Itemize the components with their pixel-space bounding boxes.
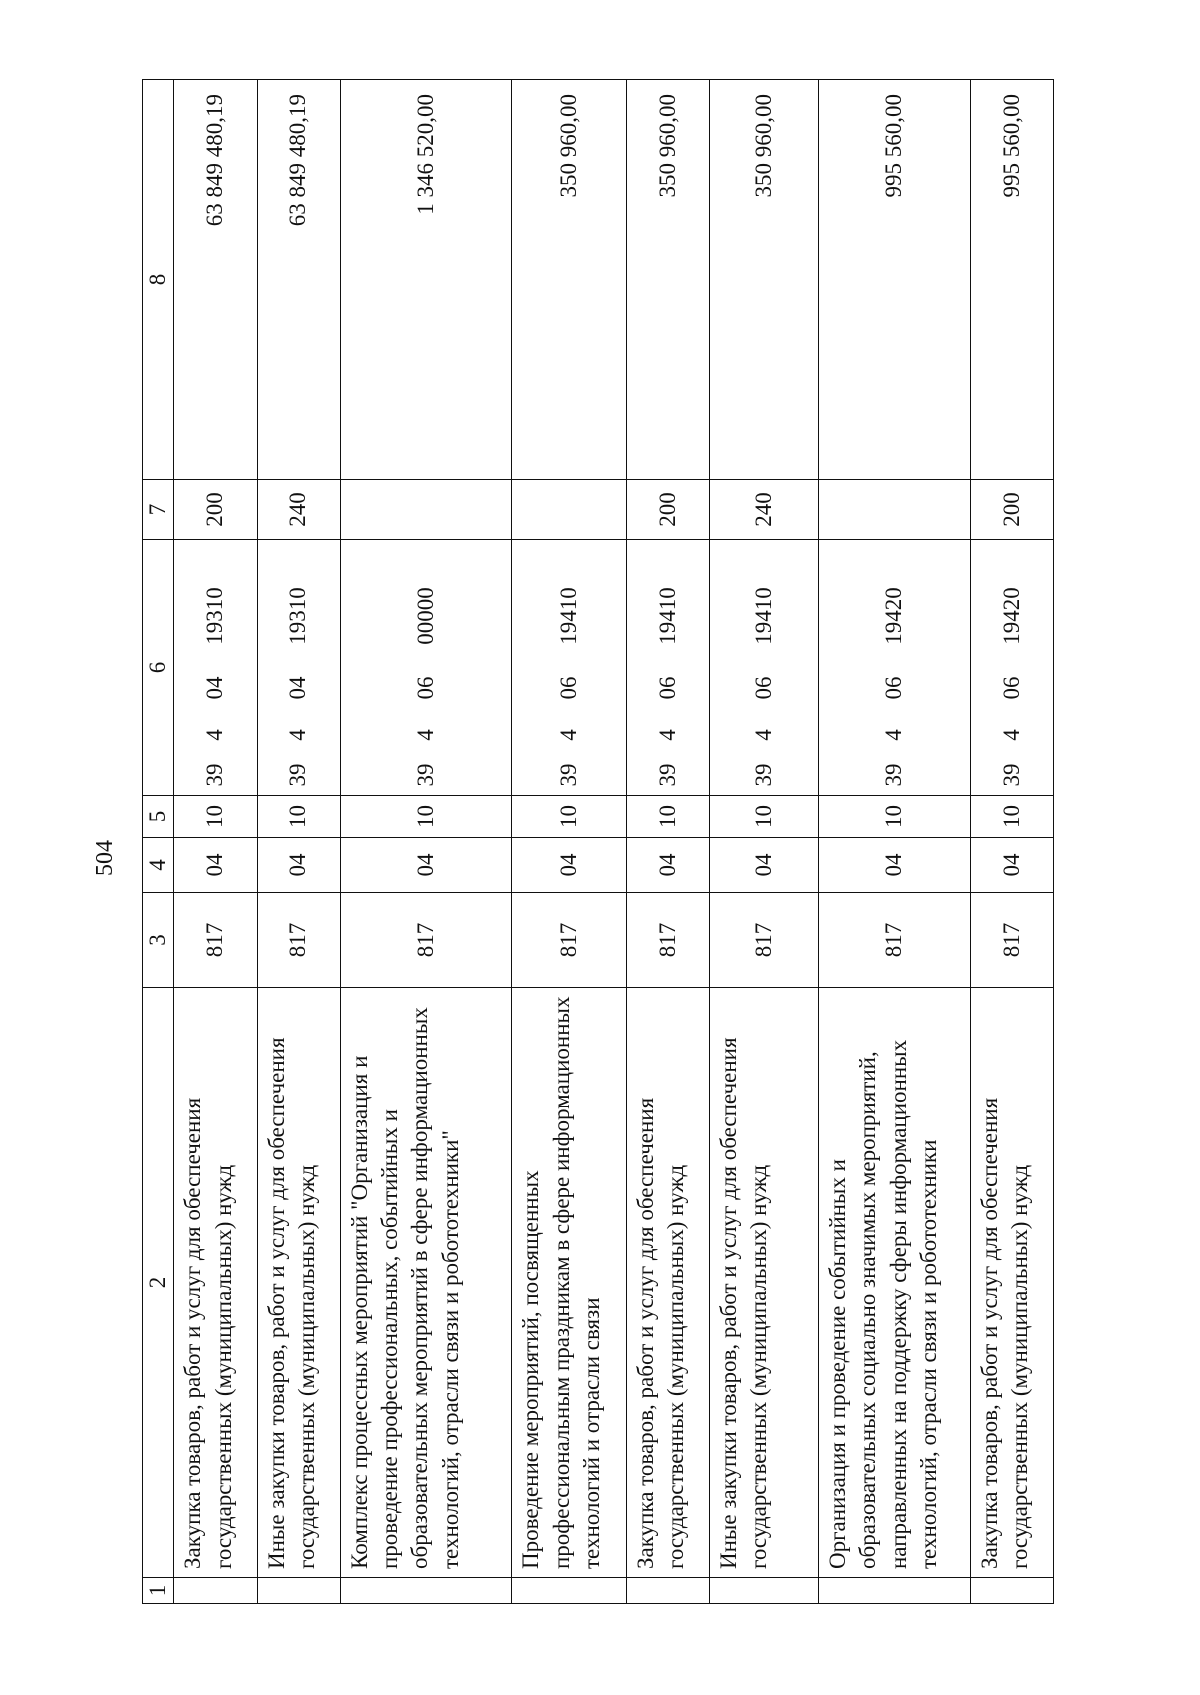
ministry-code-cell: 817 — [626, 893, 709, 988]
row-number-cell — [512, 1578, 626, 1604]
code-part: 39 — [202, 763, 228, 787]
code-part: 39 — [555, 763, 581, 787]
expense-type-cell — [512, 480, 626, 540]
code-part: 06 — [654, 676, 680, 700]
code-part: 4 — [555, 729, 581, 741]
item-name-cell: Иные закупки товаров, работ и услуг для обеспечения государственных (муниципальных) нужд — [709, 988, 818, 1578]
code-part: 4 — [412, 729, 438, 741]
code-part: 04 — [285, 676, 311, 700]
row-number-cell — [970, 1578, 1053, 1604]
target-code-cell — [512, 540, 626, 796]
code-part: 4 — [998, 729, 1024, 741]
row-number-cell — [257, 1578, 340, 1604]
target-code-cell — [970, 540, 1053, 796]
section-code-cell: 04 — [174, 838, 257, 893]
expense-type-cell: 200 — [174, 480, 257, 540]
expense-type-cell: 200 — [626, 480, 709, 540]
amount-cell: 1 346 520,00 — [340, 80, 512, 480]
row-number-cell — [709, 1578, 818, 1604]
code-part: 4 — [881, 729, 907, 741]
table-row — [257, 80, 340, 1604]
section-code-cell: 04 — [626, 838, 709, 893]
code-part: 39 — [881, 763, 907, 787]
code-part: 19420 — [881, 587, 907, 645]
row-number-cell — [626, 1578, 709, 1604]
table-row — [174, 80, 257, 1604]
code-part: 04 — [202, 676, 228, 700]
code-part: 19420 — [998, 587, 1024, 645]
subsection-code-cell: 10 — [512, 796, 626, 838]
table-row — [340, 80, 512, 1604]
table-row — [970, 80, 1053, 1604]
code-part: 00000 — [412, 587, 438, 645]
target-code-cell — [626, 540, 709, 796]
ministry-code-cell: 817 — [818, 893, 970, 988]
table-row — [709, 80, 818, 1604]
code-part: 06 — [998, 676, 1024, 700]
code-part: 4 — [285, 729, 311, 741]
section-code-cell: 04 — [970, 838, 1053, 893]
code-part: 06 — [555, 676, 581, 700]
section-code-cell: 04 — [340, 838, 512, 893]
header-row — [143, 80, 174, 1604]
code-part: 39 — [285, 763, 311, 787]
section-code-cell: 04 — [257, 838, 340, 893]
header-col-1: 1 — [143, 1578, 174, 1604]
header-col-2: 2 — [143, 988, 174, 1578]
item-name-cell: Закупка товаров, работ и услуг для обеспечения государственных (муниципальных) нужд — [626, 988, 709, 1578]
header-col-5: 5 — [143, 796, 174, 838]
code-part: 4 — [202, 729, 228, 741]
row-number-cell — [818, 1578, 970, 1604]
amount-cell: 995 560,00 — [818, 80, 970, 480]
budget-table — [142, 79, 1054, 1604]
target-code-cell — [340, 540, 512, 796]
code-part: 39 — [750, 763, 776, 787]
target-code-cell — [257, 540, 340, 796]
expense-type-cell — [340, 480, 512, 540]
code-part: 06 — [412, 676, 438, 700]
item-name-cell: Закупка товаров, работ и услуг для обеспечения государственных (муниципальных) нужд — [174, 988, 257, 1578]
section-code-cell: 04 — [709, 838, 818, 893]
ministry-code-cell: 817 — [257, 893, 340, 988]
header-col-7: 7 — [143, 480, 174, 540]
target-code-cell — [818, 540, 970, 796]
item-name-cell: Иные закупки товаров, работ и услуг для обеспечения государственных (муниципальных) нужд — [257, 988, 340, 1578]
item-name-cell: Проведение мероприятий, посвященных профессиональным праздникам в сфере информационных технологий и отрасли связи — [512, 988, 626, 1578]
header-col-8: 8 — [143, 80, 174, 480]
code-part: 39 — [998, 763, 1024, 787]
subsection-code-cell: 10 — [626, 796, 709, 838]
header-col-4: 4 — [143, 838, 174, 893]
subsection-code-cell: 10 — [257, 796, 340, 838]
amount-cell: 63 849 480,19 — [257, 80, 340, 480]
subsection-code-cell: 10 — [970, 796, 1053, 838]
table-row — [512, 80, 626, 1604]
row-number-cell — [340, 1578, 512, 1604]
item-name-cell: Закупка товаров, работ и услуг для обеспечения государственных (муниципальных) нужд — [970, 988, 1053, 1578]
subsection-code-cell: 10 — [709, 796, 818, 838]
code-part: 06 — [881, 676, 907, 700]
ministry-code-cell: 817 — [174, 893, 257, 988]
expense-type-cell: 240 — [257, 480, 340, 540]
code-part: 06 — [750, 676, 776, 700]
expense-type-cell: 200 — [970, 480, 1053, 540]
code-part: 19310 — [285, 587, 311, 645]
table-body — [174, 80, 1054, 1604]
table-row — [626, 80, 709, 1604]
amount-cell: 350 960,00 — [626, 80, 709, 480]
code-part: 4 — [654, 729, 680, 741]
row-number-cell — [174, 1578, 257, 1604]
code-part: 19410 — [555, 587, 581, 645]
code-part: 19310 — [202, 587, 228, 645]
code-part: 19410 — [654, 587, 680, 645]
page-number: 504 — [92, 840, 118, 876]
section-code-cell: 04 — [512, 838, 626, 893]
code-part: 39 — [412, 763, 438, 787]
table-row — [818, 80, 970, 1604]
amount-cell: 995 560,00 — [970, 80, 1053, 480]
target-code-cell — [174, 540, 257, 796]
subsection-code-cell: 10 — [174, 796, 257, 838]
subsection-code-cell: 10 — [818, 796, 970, 838]
expense-type-cell: 240 — [709, 480, 818, 540]
section-code-cell: 04 — [818, 838, 970, 893]
code-part: 4 — [750, 729, 776, 741]
ministry-code-cell: 817 — [340, 893, 512, 988]
subsection-code-cell: 10 — [340, 796, 512, 838]
header-col-6: 6 — [143, 540, 174, 796]
item-name-cell: Комплекс процессных мероприятий "Организация и проведение профессиональных, событийных и образовательных мероприятий в сфере информационных технологий, отрасли связи и робототехники" — [340, 988, 512, 1578]
code-part: 19410 — [750, 587, 776, 645]
target-code-cell — [709, 540, 818, 796]
ministry-code-cell: 817 — [709, 893, 818, 988]
rotated-table-container — [142, 80, 1054, 1604]
item-name-cell: Организация и проведение событийных и образовательных социально значимых мероприятий, направленных на поддержку сферы информационных технологий, отрасли связи и робототехники — [818, 988, 970, 1578]
code-part: 39 — [654, 763, 680, 787]
expense-type-cell — [818, 480, 970, 540]
amount-cell: 350 960,00 — [512, 80, 626, 480]
ministry-code-cell: 817 — [970, 893, 1053, 988]
ministry-code-cell: 817 — [512, 893, 626, 988]
amount-cell: 63 849 480,19 — [174, 80, 257, 480]
amount-cell: 350 960,00 — [709, 80, 818, 480]
header-col-3: 3 — [143, 893, 174, 988]
